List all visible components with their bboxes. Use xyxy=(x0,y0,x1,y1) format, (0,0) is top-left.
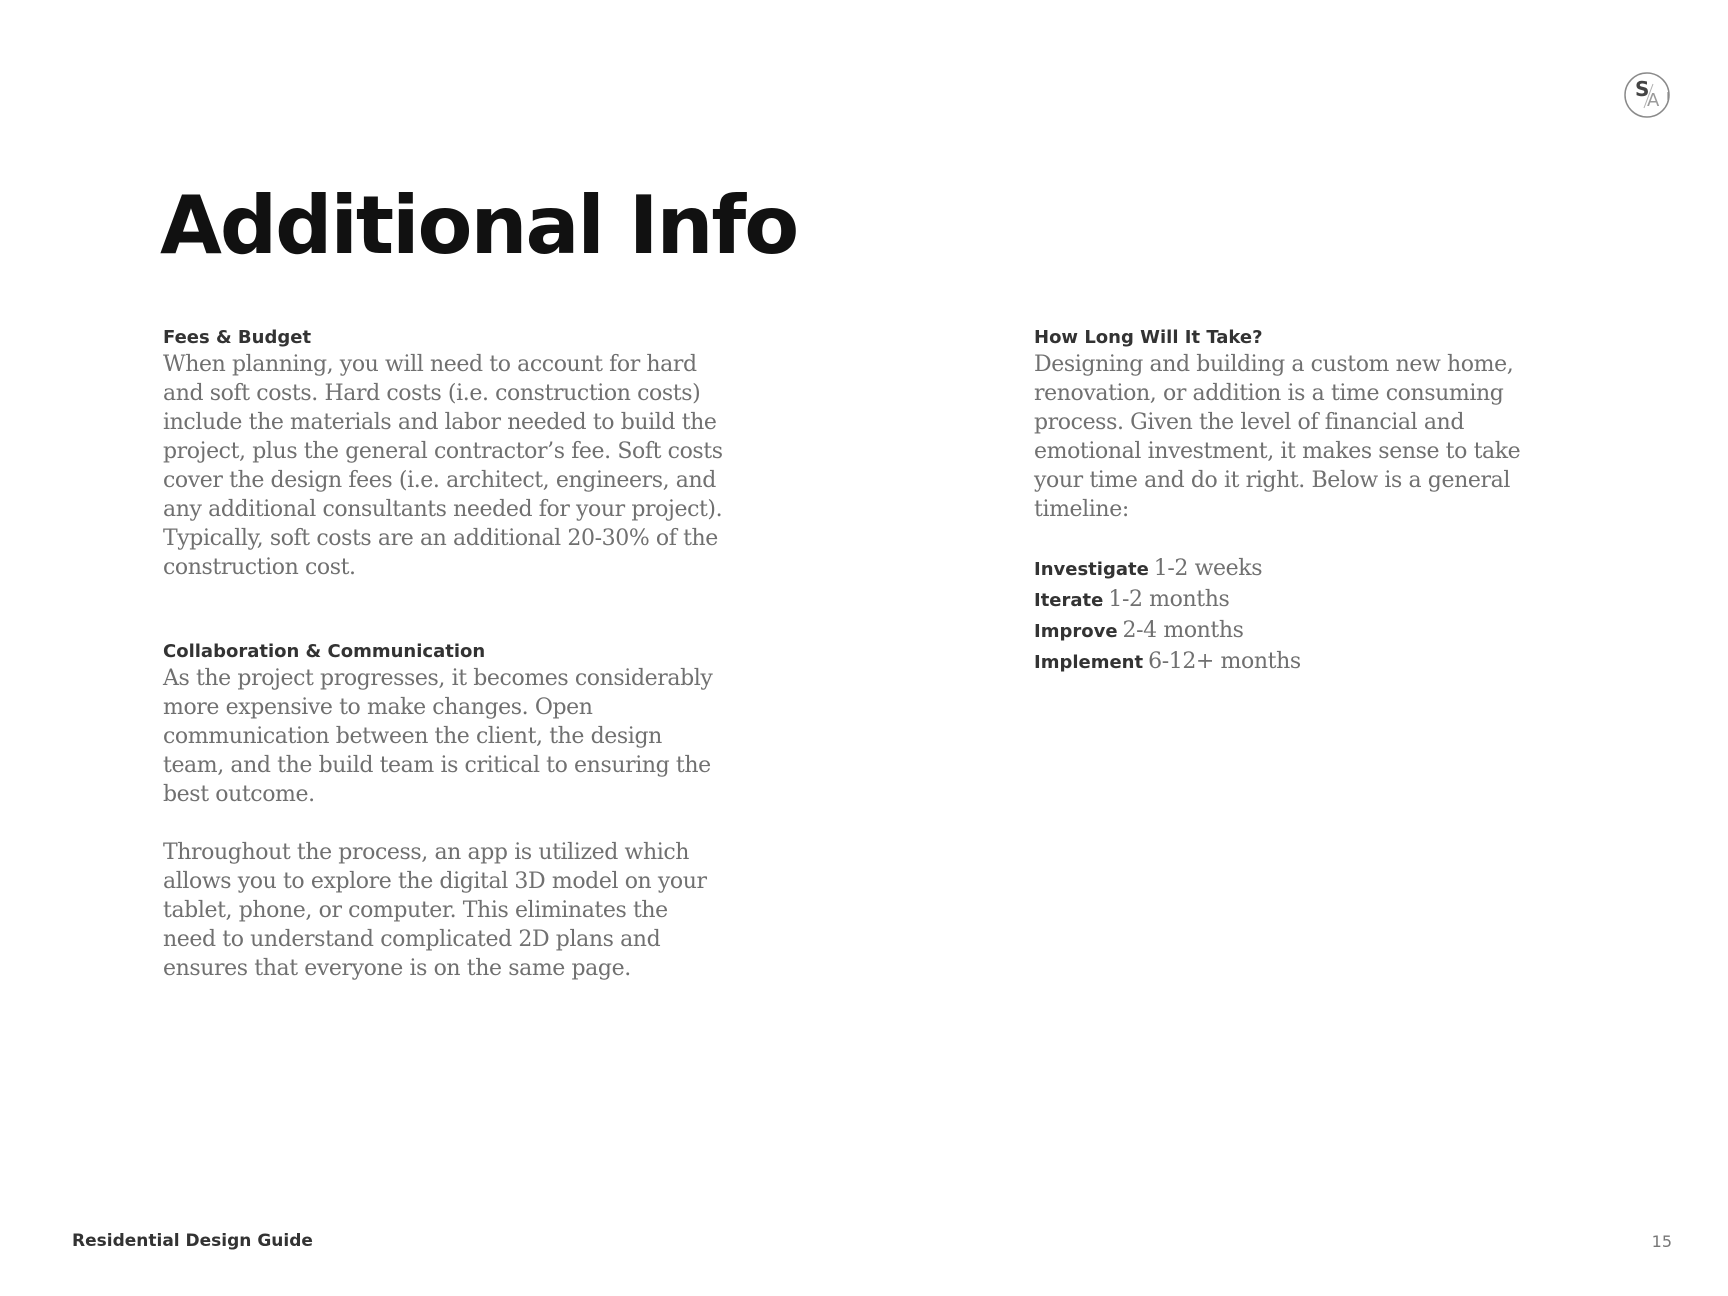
phase-name: Improve xyxy=(1034,621,1118,642)
fees-budget-body: When planning, you will need to account for hard and soft costs. Hard costs (i.e. construction costs) include the materials and labor needed to build the project, plus the general contractor’s fee. Soft costs cover the design fees (i.e. architect, engineers, and any additional consultants needed for your project). Typically, soft costs are an additional 20-30% of the construction cost. xyxy=(163,352,723,580)
collaboration-paragraph-1: As the project progresses, it becomes considerably more expensive to make changes. Open communication between the client, the design team, and the build team is critical to ensuring the best outcome. xyxy=(163,666,713,807)
collaboration-section xyxy=(163,640,723,983)
how-long-heading: How Long Will It Take? xyxy=(1034,327,1263,348)
page-title: Additional Info xyxy=(160,179,798,272)
collaboration-heading: Collaboration & Communication xyxy=(163,641,486,662)
how-long-body: Designing and building a custom new home, renovation, or addition is a time consuming process. Given the level of financial and emotional investment, it makes sense to take your time and do it right. Below is a general timeline: xyxy=(1034,352,1521,522)
collaboration-paragraph-2: Throughout the process, an app is utilized which allows you to explore the digital 3D model on your tablet, phone, or computer. This eliminates the need to understand complicated 2D plans and ensures that everyone is on the same page. xyxy=(163,840,707,981)
phase-duration: 1-2 months xyxy=(1108,587,1230,612)
svg-text:S: S xyxy=(1635,77,1650,101)
paragraph-spacer xyxy=(163,809,723,838)
timeline-item xyxy=(1034,553,1574,584)
svg-text:A: A xyxy=(1647,90,1660,111)
timeline-list xyxy=(1034,553,1574,677)
phase-name: Iterate xyxy=(1034,590,1104,611)
left-column xyxy=(163,326,723,983)
phase-duration: 2-4 months xyxy=(1122,618,1244,643)
fees-budget-heading: Fees & Budget xyxy=(163,327,312,348)
phase-name: Investigate xyxy=(1034,559,1149,580)
phase-name: Implement xyxy=(1034,652,1144,673)
paragraph-spacer xyxy=(1034,524,1574,553)
page-number: 15 xyxy=(1651,1232,1672,1251)
fees-budget-section xyxy=(163,326,723,582)
phase-duration: 1-2 weeks xyxy=(1153,556,1263,581)
timeline-item xyxy=(1034,646,1574,677)
section-spacer xyxy=(163,582,723,640)
how-long-section xyxy=(1034,326,1574,677)
phase-duration: 6-12+ months xyxy=(1148,649,1301,674)
footer-title: Residential Design Guide xyxy=(72,1231,313,1251)
sa-monogram-logo xyxy=(1622,70,1672,120)
right-column xyxy=(1034,326,1574,677)
timeline-item xyxy=(1034,615,1574,646)
timeline-item xyxy=(1034,584,1574,615)
logo-icon xyxy=(1622,70,1672,120)
